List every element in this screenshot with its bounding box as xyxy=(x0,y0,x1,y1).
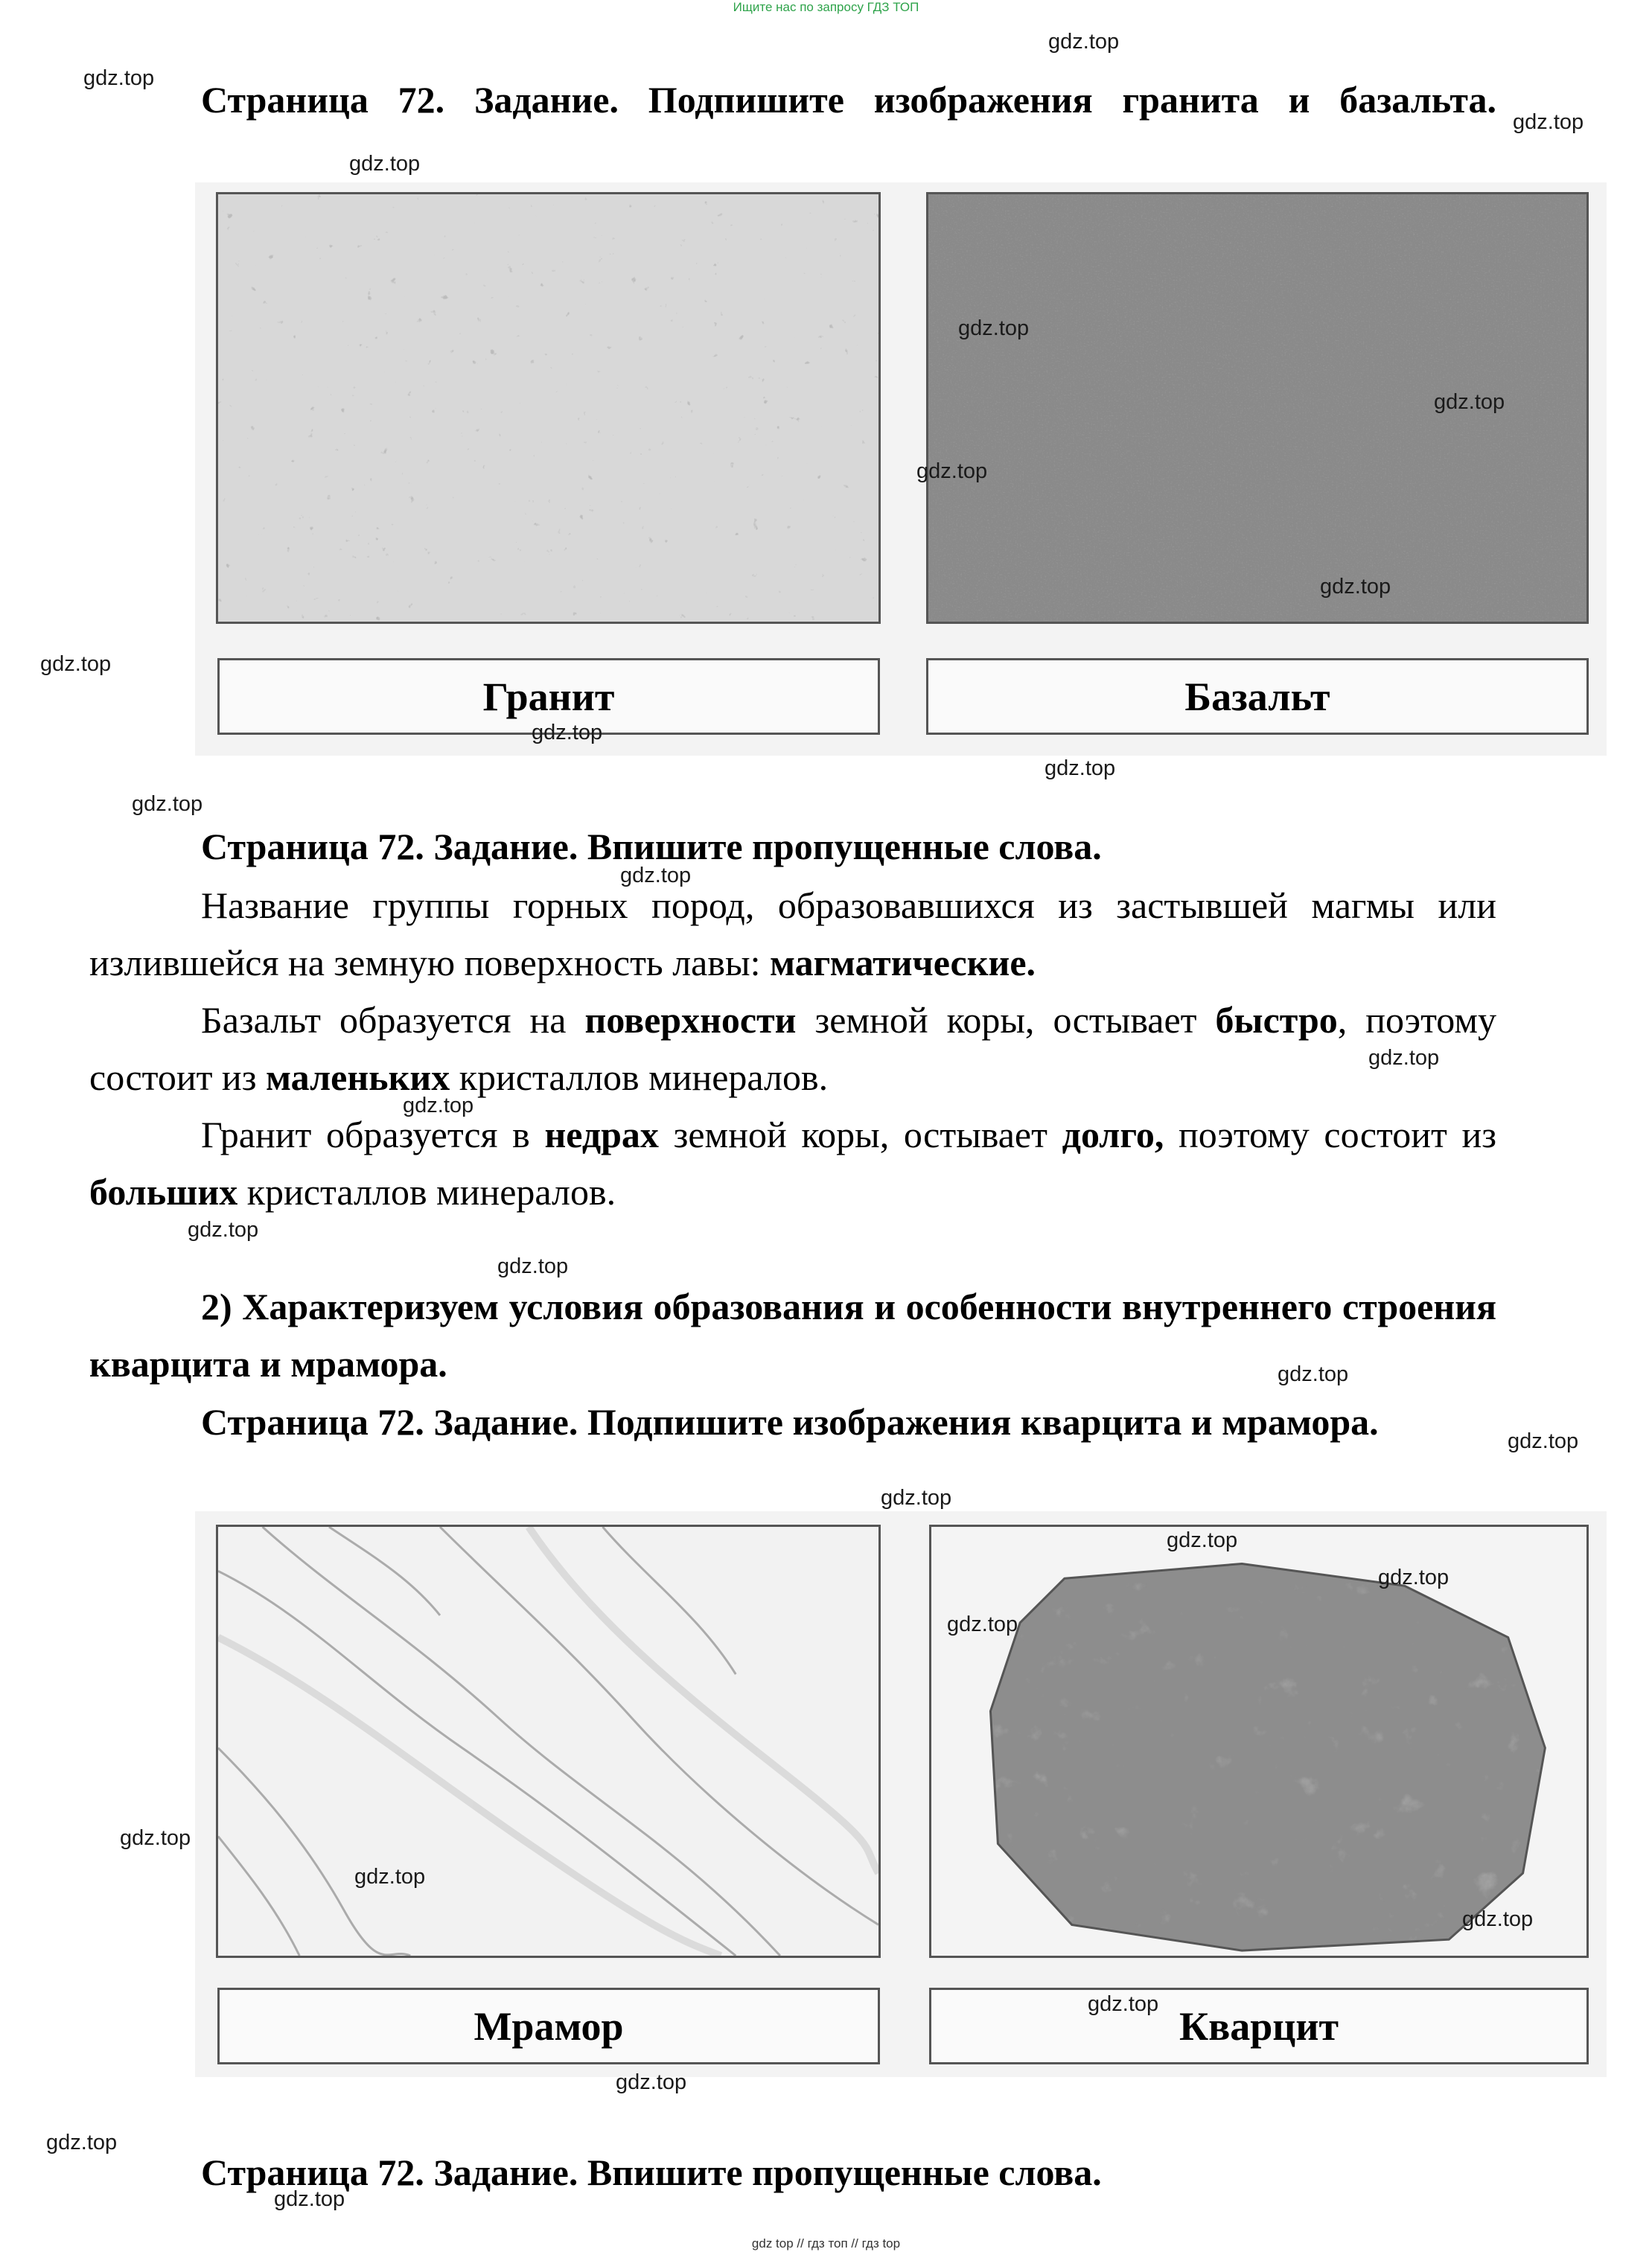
watermark: gdz.top xyxy=(916,459,988,483)
label-quartzite: Кварцит xyxy=(929,1988,1589,2064)
label-granite: Гранит xyxy=(217,658,880,735)
watermark: gdz.top xyxy=(83,66,155,90)
watermark: gdz.top xyxy=(349,152,421,176)
task-title-1: Страница 72. Задание. Подпишите изображения гранита и базальта. xyxy=(201,79,1496,121)
paragraph-magma: Название группы горных пород, образовавшихся из застывшей магмы или излившейся на земную поверхность лавы: магматические. xyxy=(89,884,1496,983)
label-marble: Мрамор xyxy=(217,1988,880,2064)
task-title-3: Страница 72. Задание. Подпишите изображения кварцита и мрамора. xyxy=(201,1401,1379,1443)
quartzite-photo xyxy=(929,1525,1589,1958)
watermark: gdz.top xyxy=(120,1826,191,1850)
watermark: gdz.top xyxy=(947,1613,1018,1636)
watermark: gdz.top xyxy=(620,864,692,887)
section-heading: 2) Характеризуем условия образования и особенности внутреннего строения кварцита и мрамора. xyxy=(89,1286,1496,1385)
marble-photo xyxy=(216,1525,881,1958)
watermark: gdz.top xyxy=(1513,110,1584,134)
header-note: Ищите нас по запросу ГДЗ ТОП xyxy=(733,0,919,14)
watermark: gdz.top xyxy=(1378,1566,1450,1589)
watermark: gdz.top xyxy=(40,652,112,676)
watermark: gdz.top xyxy=(274,2187,345,2211)
paragraph-granite: Гранит образуется в недрах земной коры, остывает долго, поэтому состоит из больших кристаллов минералов. xyxy=(89,1114,1497,1213)
watermark: gdz.top xyxy=(1088,1992,1159,2016)
footer-note: gdz top // гдз топ // гдз top xyxy=(751,2236,901,2251)
watermark: gdz.top xyxy=(46,2131,118,2154)
watermark: gdz.top xyxy=(532,721,603,744)
watermark: gdz.top xyxy=(1278,1362,1349,1386)
watermark: gdz.top xyxy=(1048,30,1120,54)
paragraph-basalt: Базальт образуется на поверхности земной коры, остывает быстро, поэтому состоит из маленьких кристаллов минералов. xyxy=(89,999,1496,1098)
watermark: gdz.top xyxy=(1167,1528,1238,1552)
watermark: gdz.top xyxy=(1368,1046,1440,1070)
watermark: gdz.top xyxy=(1508,1429,1579,1453)
watermark: gdz.top xyxy=(1320,575,1391,599)
watermark: gdz.top xyxy=(132,792,203,816)
watermark: gdz.top xyxy=(497,1254,569,1278)
watermark: gdz.top xyxy=(958,316,1030,340)
granite-photo xyxy=(216,192,881,624)
watermark: gdz.top xyxy=(881,1486,952,1510)
task-title-4: Страница 72. Задание. Впишите пропущенные слова. xyxy=(201,2151,1102,2193)
watermark: gdz.top xyxy=(354,1865,426,1889)
watermark: gdz.top xyxy=(616,2070,687,2094)
watermark: gdz.top xyxy=(1045,756,1116,780)
watermark: gdz.top xyxy=(1462,1907,1534,1931)
label-basalt: Базальт xyxy=(926,658,1589,735)
task-title-2: Страница 72. Задание. Впишите пропущенные слова. xyxy=(201,826,1102,867)
answer-magmatic: магматические. xyxy=(769,942,1036,983)
watermark: gdz.top xyxy=(188,1218,259,1242)
watermark: gdz.top xyxy=(403,1094,474,1117)
watermark: gdz.top xyxy=(1434,390,1505,414)
